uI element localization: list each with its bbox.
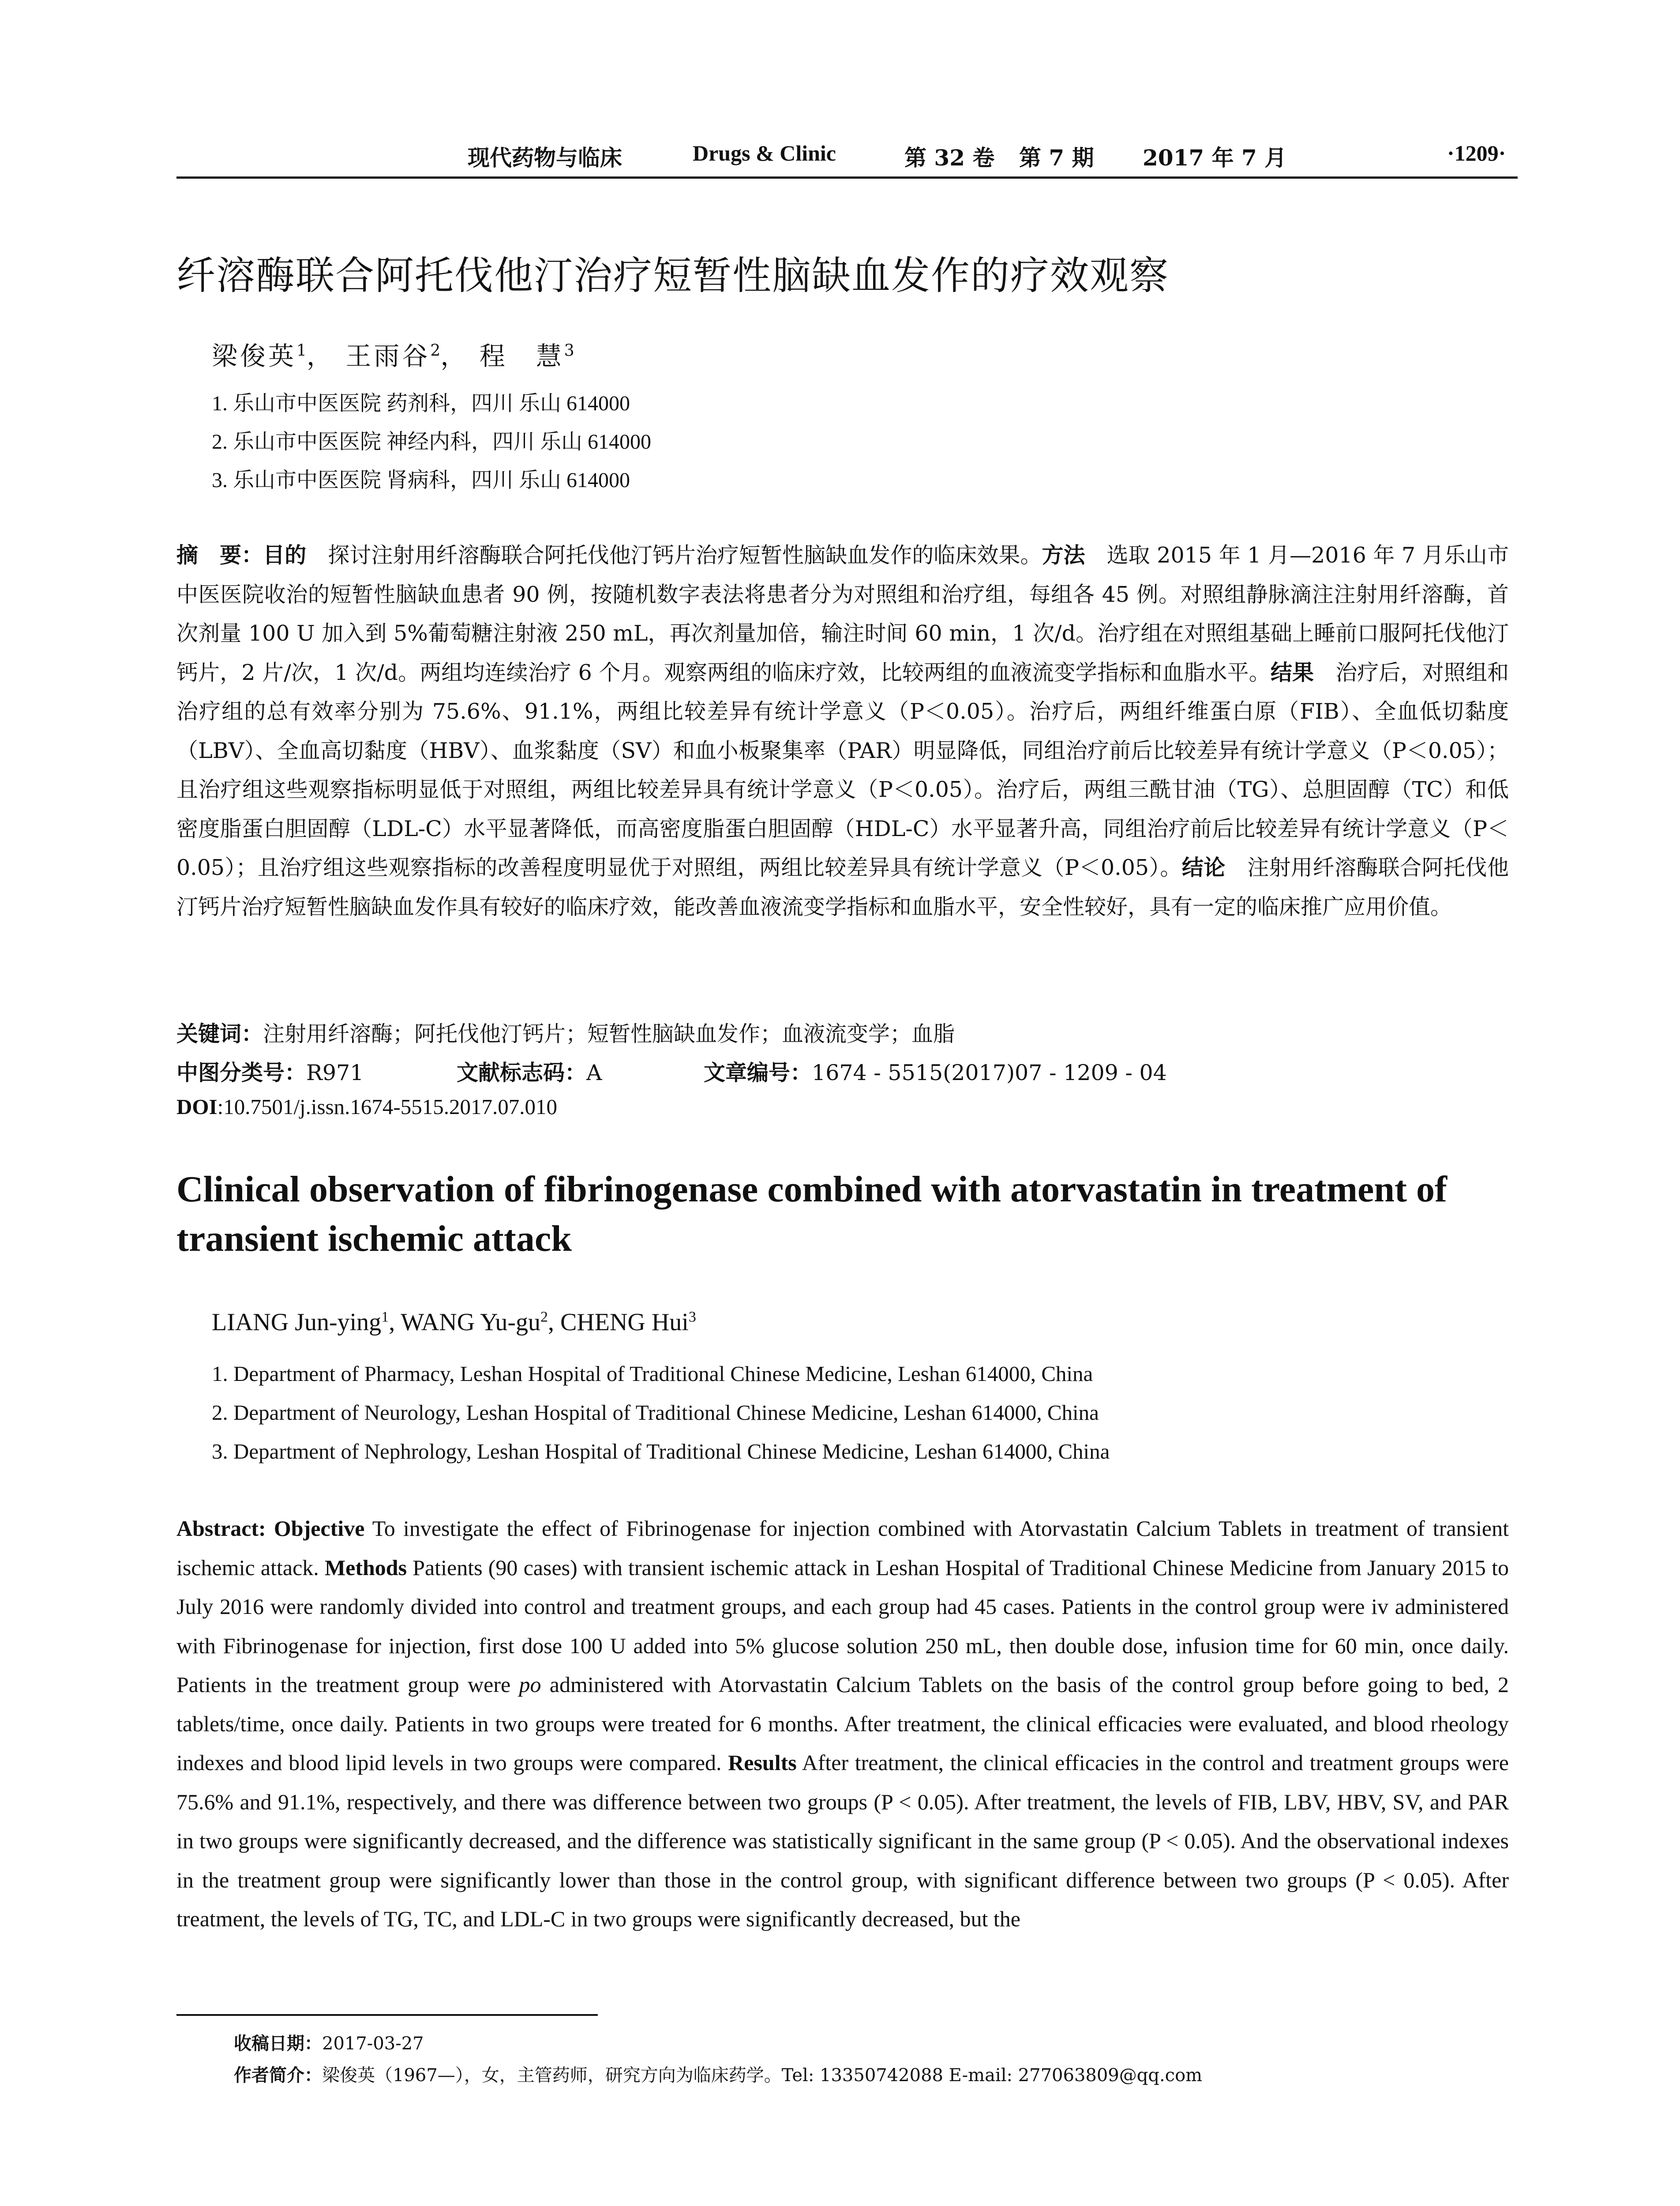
affiliation-cn-1: 1. 乐山市中医医院 药剂科，四川 乐山 614000 [212,392,630,415]
author-name-en: WANG Yu-gu [401,1309,540,1336]
abstract-cn-label: 摘 要： [176,543,263,568]
affiliation-cn-3: 3. 乐山市中医医院 肾病科，四川 乐山 614000 [212,469,630,492]
page-number: ·1209· [1447,141,1506,165]
clc-label: 中图分类号： [176,1060,307,1085]
methods-label-en: Methods [324,1555,407,1580]
author-sup-en: 2 [540,1309,548,1325]
article-no-label: 文章编号： [704,1060,812,1085]
author-bio-label: 作者简介： [234,2065,322,2086]
authors-cn: 梁俊英$^1$， 王雨谷$^2$， 程 慧$^3$ [212,341,574,371]
received-date [234,2030,424,2055]
clc-value: R971 [306,1060,364,1085]
author-bio [234,2061,1202,2086]
methods-en-cont: administered with Atorvastatin Calcium Tablets on the basis of the control group before going to bed, 2 tablets/time, once daily. Patients in two groups were treated for 6 months. After treatment, the clinical efficacies were evaluated, and blood rheology indexes and blood lipid levels in two groups were compared. [176,1672,1509,1775]
conclusion-cn: 注射用纤溶酶联合阿托伐他汀钙片治疗短暂性脑缺血发作具有较好的临床疗效，能改善血液流变学指标和血脂水平，安全性较好，具有一定的临床推广应用价值。 [176,855,1509,919]
affiliation-en-2: 2. Department of Neurology, Leshan Hospital of Traditional Chinese Medicine, Leshan 614000, China [212,1400,1099,1425]
methods-en: Patients (90 cases) with transient ischemic attack in Leshan Hospital of Traditional Chinese Medicine from January 2015 to July 2016 were randomly divided into control and treatment groups, and each group had 45 cases. Patients in the control group were iv administered with Fibrinogenase for injection, first dose 100 U added into 5% glucose solution 250 mL, then double dose, infusion time for 60 min, once daily. Patients in the treatment group were [176,1555,1509,1697]
author-bio-text: 梁俊英（1967—），女，主管药师，研究方向为临床药学。Tel: 13350742088 E-mail: 277063809@qq.com [322,2065,1203,2086]
author-name: 梁俊英 [212,341,297,371]
title-cn: 纤溶酶联合阿托伐他汀治疗短暂性脑缺血发作的疗效观察 [176,253,1170,298]
abstract-cn [176,536,1509,927]
objective-label-cn: 目的 [263,543,307,568]
affiliation-en-3: 3. Department of Nephrology, Leshan Hospital of Traditional Chinese Medicine, Leshan 614000, China [212,1439,1110,1463]
received-value: 2017-03-27 [322,2033,424,2054]
objective-en: To investigate the effect of Fibrinogenase for injection combined with Atorvastatin Calcium Tablets in treatment of transient ischemic attack. [176,1516,1509,1580]
author-name-en: CHENG Hui [560,1309,689,1336]
title-en: Clinical observation of fibrinogenase combined with atorvastatin in treatment of transient ischemic attack [176,1169,1447,1259]
doi-line [176,1094,557,1119]
footnote-rule [176,2014,598,2016]
author-sup-en: 1 [381,1309,389,1325]
author-sup: 1 [296,341,307,360]
author-name-en: LIANG Jun-ying [212,1309,382,1336]
affiliation-en-1: 1. Department of Pharmacy, Leshan Hospital of Traditional Chinese Medicine, Leshan 614000, China [212,1362,1093,1386]
running-header [176,140,1509,180]
po-route: po [519,1672,541,1697]
doi-label: DOI [176,1095,218,1119]
author-sup: 2 [430,341,441,360]
abstract-en-label: Abstract: Objective [176,1516,365,1541]
doi-value: :10.7501/j.issn.1674-5515.2017.07.010 [217,1095,557,1119]
journal-name-cn: 现代药物与临床 [468,145,622,171]
results-en: After treatment, the clinical efficacies in the control and treatment groups were 75.6% and 91.1%, respectively, and there was difference between two groups (P < 0.05). After treatment, the levels of FIB, LBV, HBV, SV, and PAR in two groups were significantly decreased, and the difference was statistically significant in the same group (P < 0.05). And the observational indexes in the treatment group were significantly lower than those in the control group, with significant difference between two groups (P < 0.05). After treatment, the levels of TG, TC, and LDL-C in two groups were significantly decreased, but the [176,1750,1509,1931]
results-cn: 治疗后，对照组和治疗组的总有效率分别为 75.6%、91.1%，两组比较差异有统计学意义（P＜0.05）。治疗后，两组纤维蛋白原（FIB）、全血低切黏度（LBV）、全血高切黏度（HBV）、血浆黏度（SV）和血小板聚集率（PAR）明显降低，同组治疗前后比较差异有统计学意义（P＜0.05）；且治疗组这些观察指标明显低于对照组，两组比较差异具有统计学意义（P＜0.05）。治疗后，两组三酰甘油（TG）、总胆固醇（TC）和低密度脂蛋白胆固醇（LDL-C）水平显著降低，而高密度脂蛋白胆固醇（HDL-C）水平显著升高，同组治疗前后比较差异有统计学意义（P＜0.05）；且治疗组这些观察指标的改善程度明显优于对照组，两组比较差异具有统计学意义（P＜0.05）。 [176,660,1509,880]
author-name: 程 慧 [479,341,564,371]
results-label-en: Results [728,1750,797,1775]
keywords-label: 关键词： [176,1021,263,1047]
doccode-label: 文献标志码： [457,1060,587,1085]
methods-label-cn: 方法 [1042,543,1085,568]
abstract-en [176,1509,1509,1939]
methods-cn: 选取 2015 年 1 月—2016 年 7 月乐山市中医医院收治的短暂性脑缺血患者 90 例，按随机数字表法将患者分为对照组和治疗组，每组各 45 例。对照组静脉滴注注射用纤溶酶，首次剂量 100 U 加入到 5%葡萄糖注射液 250 mL，再次剂量加倍，输注时间 60 min，1 次/d。治疗组在对照组基础上睡前口服阿托伐他汀钙片，2 片/次，1 次/d。两组均连续治疗 6 个月。观察两组的临床疗效，比较两组的血液流变学指标和血脂水平。 [176,543,1509,685]
journal-name-en: Drugs & Clinic [693,141,836,165]
objective-cn: 探讨注射用纤溶酶联合阿托伐他汀钙片治疗短暂性脑缺血发作的临床效果。 [306,543,1042,568]
affiliation-cn-2: 2. 乐山市中医医院 神经内科，四川 乐山 614000 [212,430,652,454]
keywords-cn [176,1017,955,1048]
author-sup: 3 [564,341,574,360]
header-rule [176,176,1518,179]
article-no-value: 1674 - 5515(2017)07 - 1209 - 04 [812,1060,1167,1085]
doccode-value: A [586,1060,602,1085]
conclusion-label-cn: 结论 [1181,855,1226,880]
volume: 第 32 卷 [904,145,995,171]
keywords-text: 注射用纤溶酶；阿托伐他汀钙片；短暂性脑缺血发作；血液流变学；血脂 [263,1021,955,1047]
issue: 第 7 期 [1019,145,1094,171]
results-label-cn: 结果 [1270,660,1314,685]
authors-en: LIANG Jun-ying$^1$, WANG $Yu-gu^2$, CHENG Hui$^3$ [212,1309,696,1336]
received-label: 收稿日期： [234,2033,322,2054]
author-sup-en: 3 [688,1309,696,1325]
author-name: 王雨谷 [345,341,431,371]
issue-date: 2017 年 7 月 [1143,145,1287,171]
